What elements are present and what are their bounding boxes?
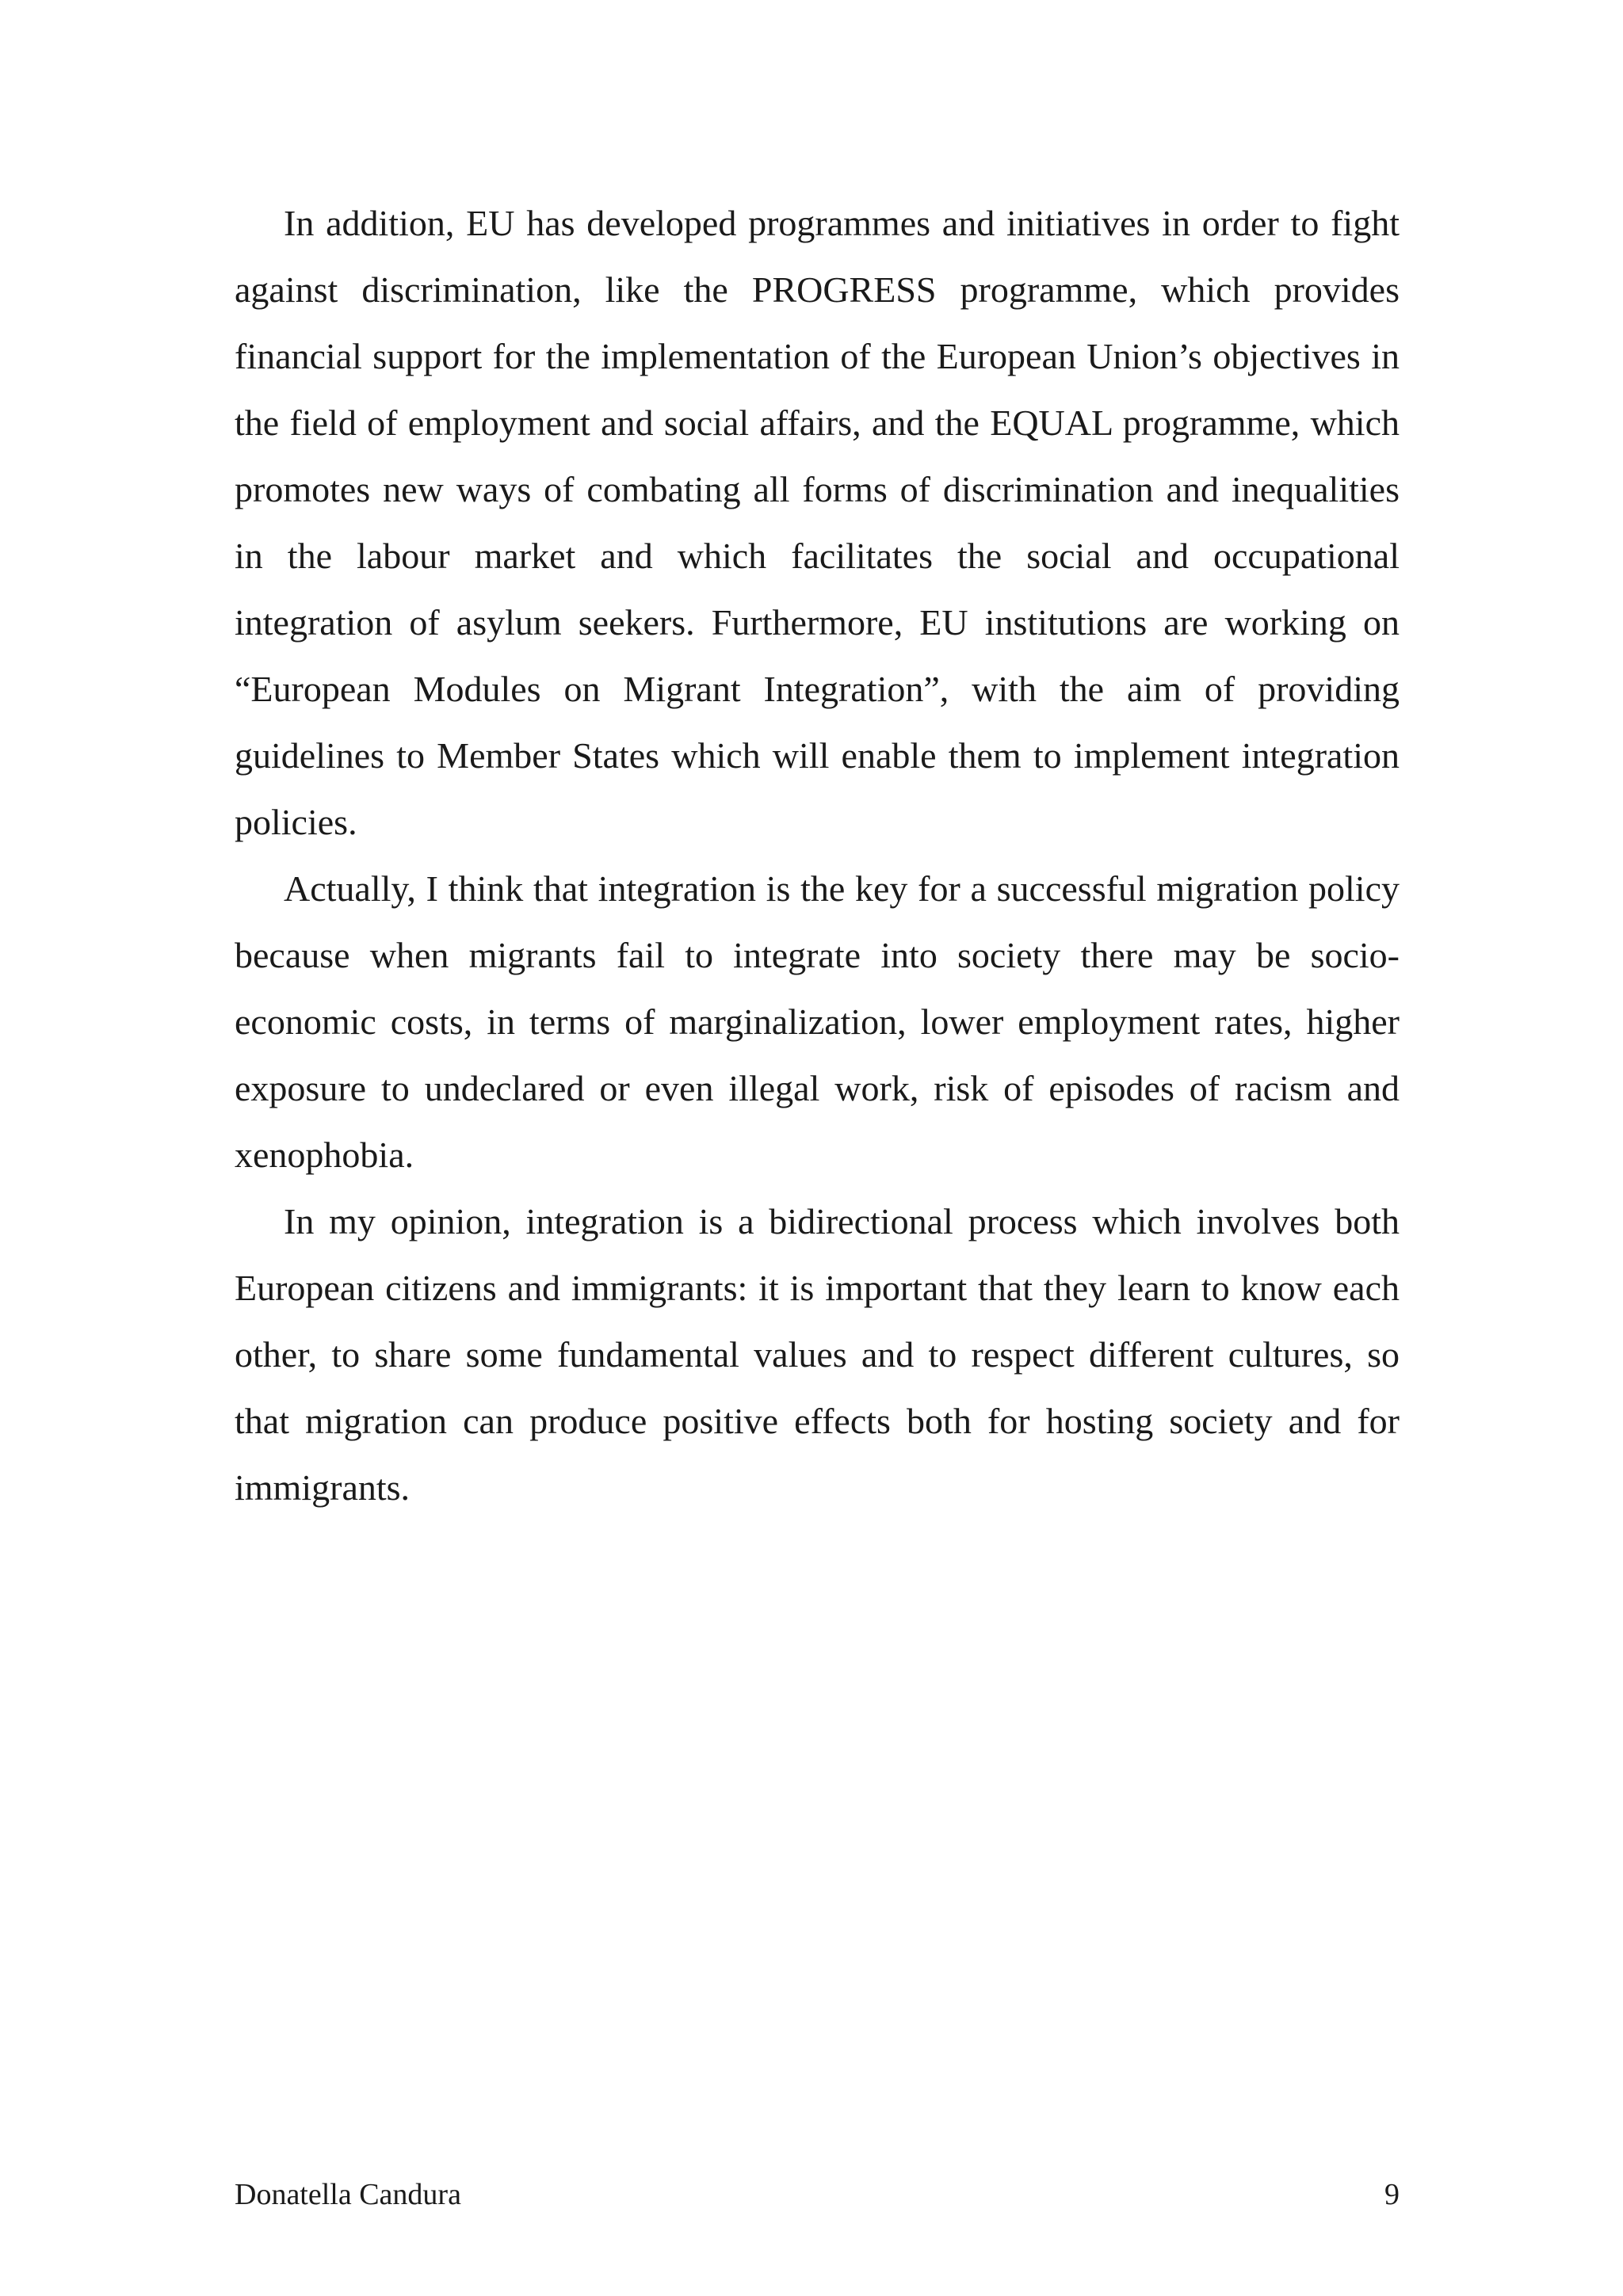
- paragraph-bidirectional-process: In my opinion, integration is a bidirectional process which involves both European citizens and immigrants: it is important that they learn to know each other, to share some fundamental values and to respect different cultures, so that migration can produce positive effects both for hosting society and for immigrants.: [235, 1201, 1400, 1508]
- page-number: 9: [1384, 2178, 1400, 2211]
- footer-author: Donatella Candura: [235, 2178, 461, 2211]
- paragraph-eu-programmes: In addition, EU has developed programmes and initiatives in order to fight against discrimination, like the PROGRESS programme, which provides financial support for the implementation of the European Union’s objectives in the field of employment and social affairs, and the EQUAL programme, which promotes new ways of combating all forms of discrimination and inequalities in the labour market and which facilitates the social and occupational integration of asylum seekers. Furthermore, EU institutions are working on “European Modules on Migrant Integration”, with the aim of providing guidelines to Member States which will enable them to implement integration policies.: [235, 203, 1400, 842]
- page-footer: [235, 2171, 1400, 2218]
- body-text: [235, 190, 1400, 1521]
- paragraph-integration-key: Actually, I think that integration is the key for a successful migration policy because when migrants fail to integrate into society there may be socio-economic costs, in terms of marginalization, lower employment rates, higher exposure to undeclared or even illegal work, risk of episodes of racism and xenophobia.: [235, 868, 1400, 1175]
